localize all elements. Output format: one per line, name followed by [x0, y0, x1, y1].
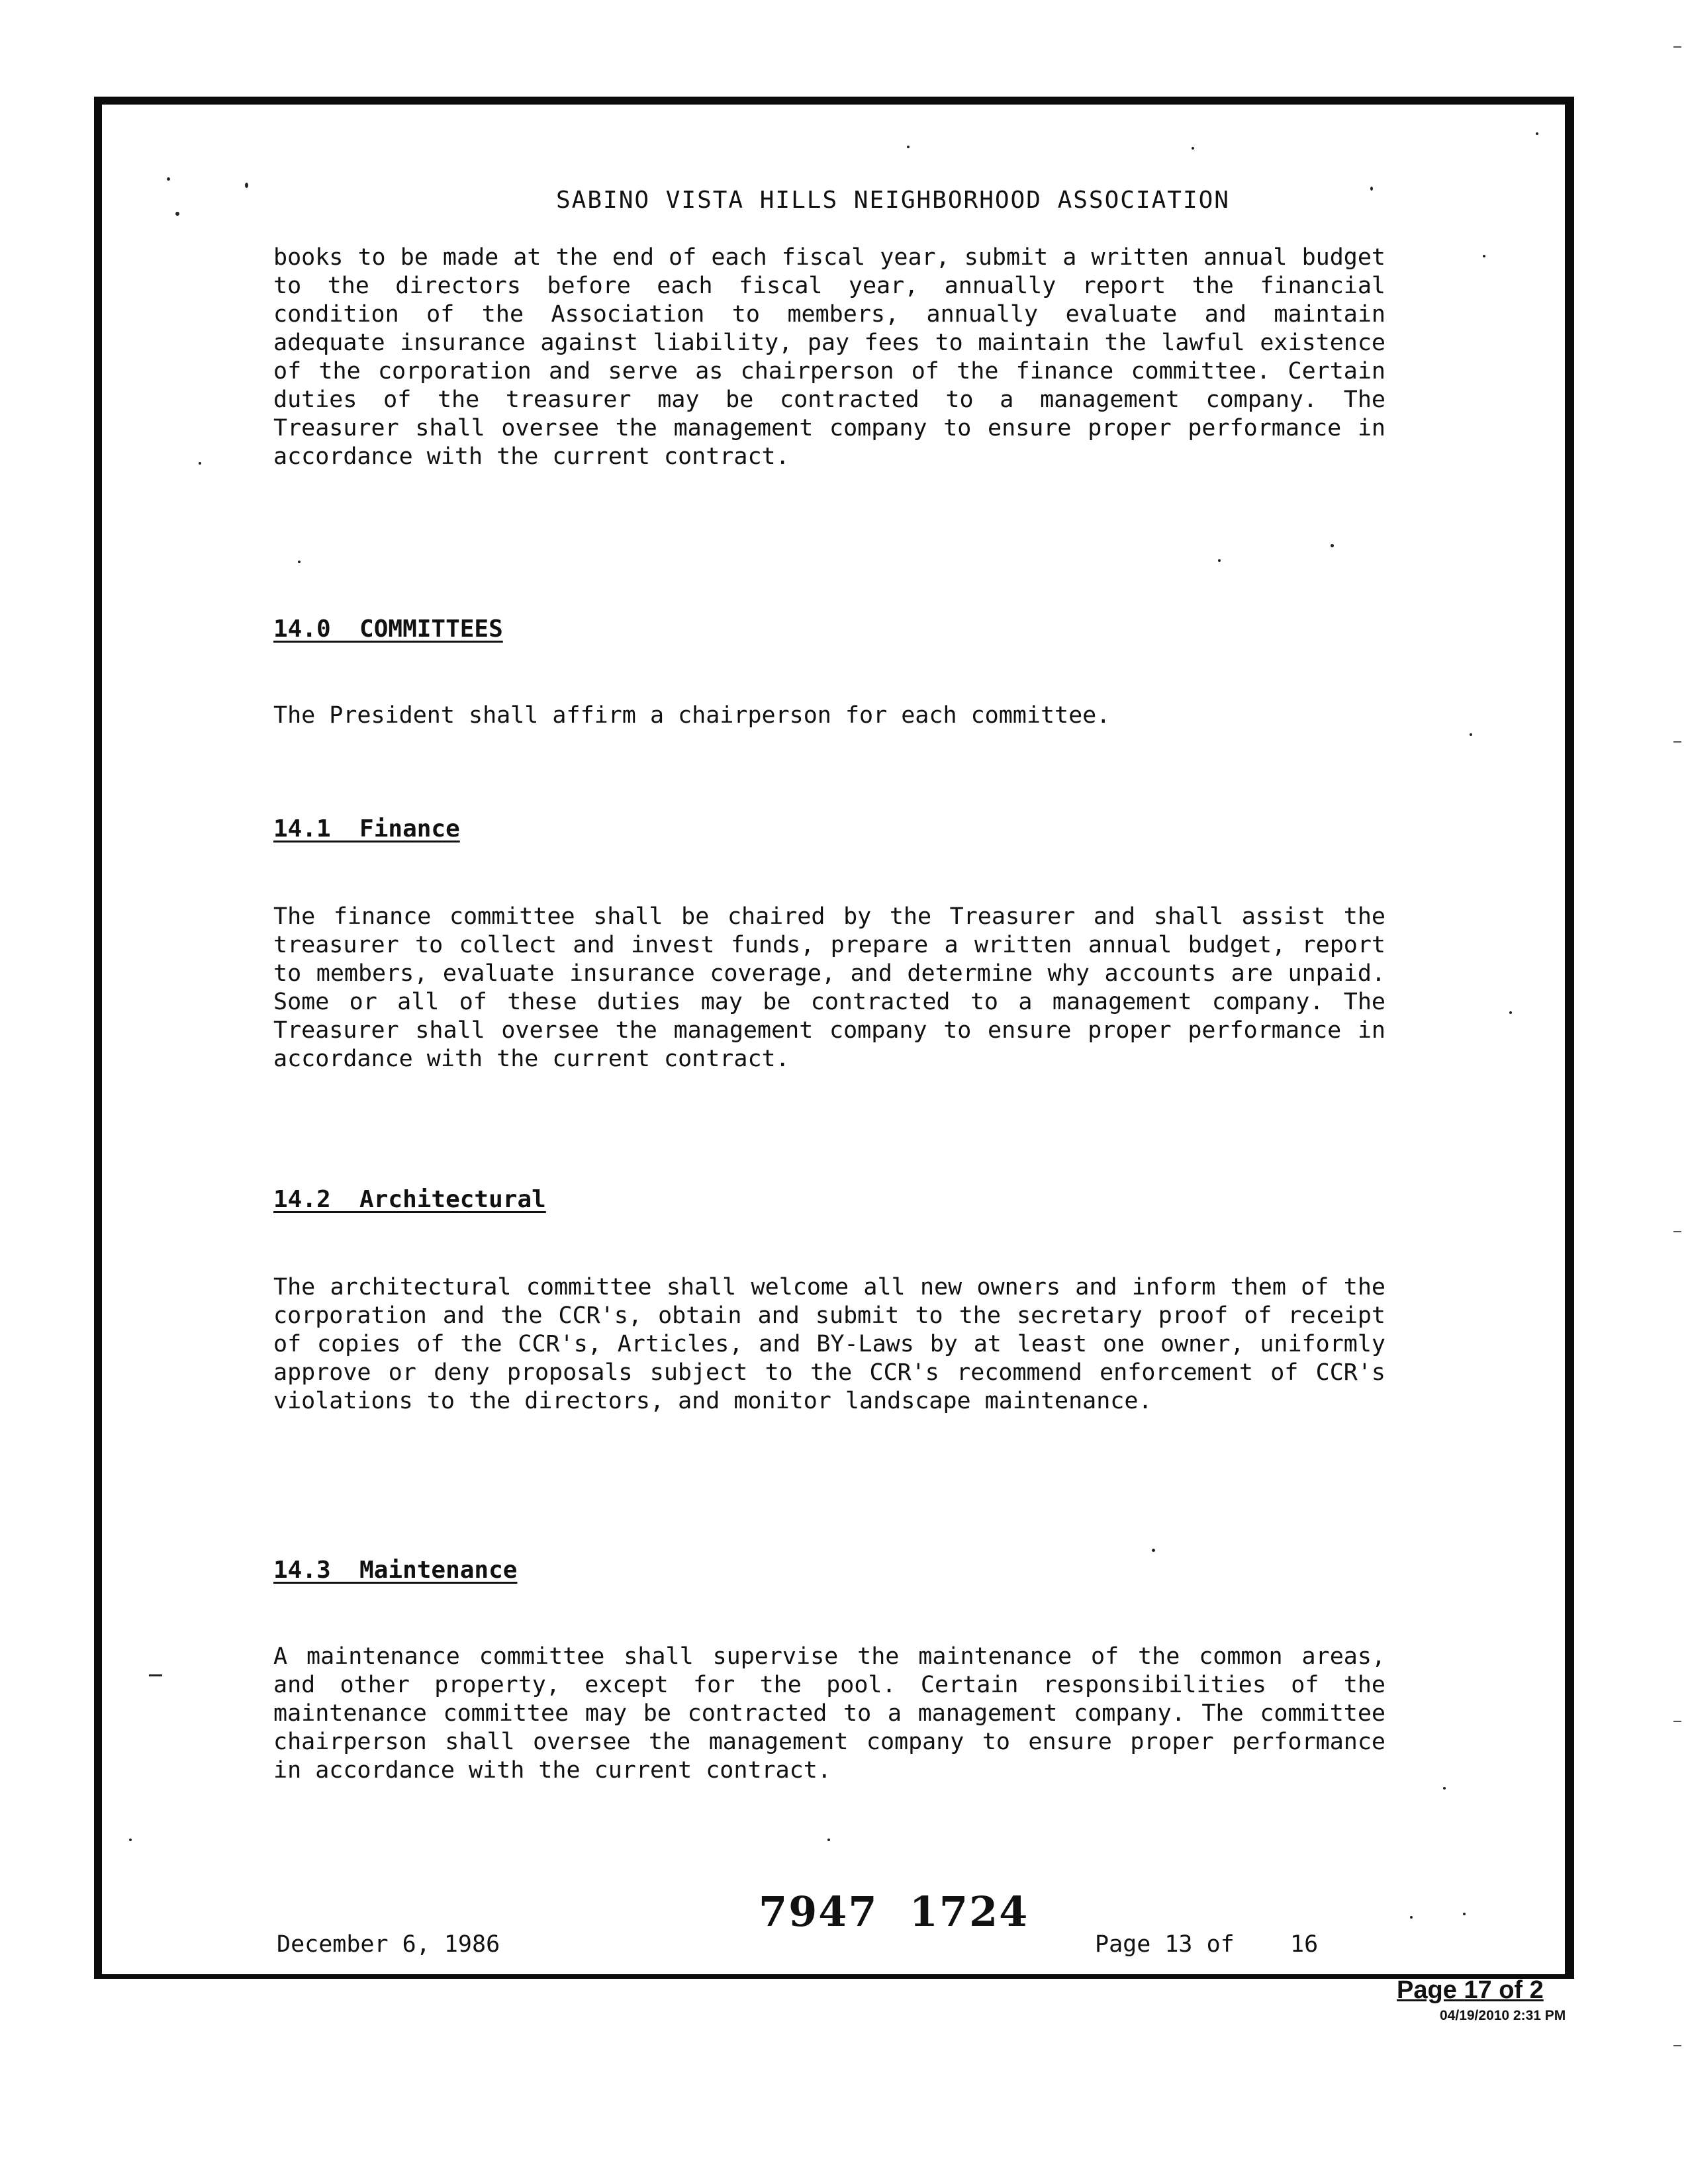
- scan-speck: [827, 1839, 830, 1841]
- scan-speck: [298, 561, 301, 563]
- scan-speck: [1470, 733, 1472, 736]
- footer-date: December 6, 1986: [277, 1931, 500, 1958]
- intro-paragraph: books to be made at the end of each fiscal year, submit a written annual budget to the directors before each fiscal year, annually report the financial condition of the Association to members, annually evaluate and maintain adequate insurance against liability, pay fees to maintain the lawful existence of the corporation and serve as chairperson of the finance committee. Certain duties of the treasurer may be contracted to a management company. The Treasurer shall oversee the management company to ensure proper performance in accordance with the current contract.: [273, 244, 1385, 470]
- footer-page-number: Page 13 of 16: [1095, 1931, 1319, 1958]
- section-heading-maintenance: 14.3 Maintenance: [273, 1557, 518, 1584]
- edge-mark: [1673, 1231, 1681, 1232]
- edge-mark: [1673, 741, 1681, 743]
- recording-stamp: 7947 1724: [759, 1888, 1029, 1936]
- fax-page-counter: Page 17 of 2: [1397, 1976, 1544, 2004]
- edge-mark: [1673, 2045, 1681, 2046]
- scan-speck: [1218, 559, 1221, 562]
- scan-speck: [907, 146, 910, 148]
- section-heading-architectural: 14.2 Architectural: [273, 1186, 546, 1213]
- section-heading-finance: 14.1 Finance: [273, 815, 460, 842]
- scan-speck: [1192, 147, 1194, 150]
- section-body-committees: The President shall affirm a chairperson for each committee.: [273, 702, 1111, 729]
- scan-speck: [1509, 1011, 1512, 1014]
- scan-speck: [175, 212, 179, 216]
- scan-speck: [149, 1674, 162, 1676]
- scan-speck: [1463, 1913, 1466, 1915]
- scan-speck: [1152, 1549, 1155, 1552]
- edge-mark: [1673, 1721, 1681, 1722]
- scan-speck: [1443, 1787, 1446, 1790]
- section-heading-committees: 14.0 COMMITTEES: [273, 615, 503, 643]
- scan-speck: [1410, 1916, 1413, 1919]
- scan-speck: [245, 183, 248, 188]
- section-body-architectural: The architectural committee shall welcome all new owners and inform them of the corporation and the CCR's, obtain and submit to the secretary proof of receipt of copies of the CCR's, Articles, and BY-Laws by at least one owner, uniformly approve or deny proposals subject to the CCR's recommend enforcement of CCR's violations to the directors, and monitor landscape maintenance.: [273, 1274, 1385, 1414]
- scan-speck: [1483, 255, 1485, 257]
- edge-mark: [1673, 46, 1681, 48]
- fax-timestamp: 04/19/2010 2:31 PM: [1440, 2008, 1566, 2023]
- scan-speck: [1331, 544, 1334, 547]
- scan-speck: [1370, 187, 1373, 191]
- scan-speck: [199, 462, 201, 465]
- scan-speck: [129, 1839, 132, 1841]
- page-header: SABINO VISTA HILLS NEIGHBORHOOD ASSOCIATION: [556, 187, 1230, 214]
- section-body-finance: The finance committee shall be chaired by the Treasurer and shall assist the treasurer to collect and invest funds, prepare a written annual budget, report to members, evaluate insurance coverage, and determine why accounts are unpaid. Some or all of these duties may be contracted to a management company. The Treasurer shall oversee the management company to ensure proper performance in accordance with the current contract.: [273, 903, 1385, 1072]
- scan-speck: [167, 177, 170, 181]
- section-body-maintenance: A maintenance committee shall supervise the maintenance of the common areas, and other property, except for the pool. Certain responsibilities of the maintenance committee may be contracted to a management company. The committee chairperson shall oversee the management company to ensure proper performance in accordance with the current contract.: [273, 1643, 1385, 1784]
- scan-speck: [1536, 132, 1538, 135]
